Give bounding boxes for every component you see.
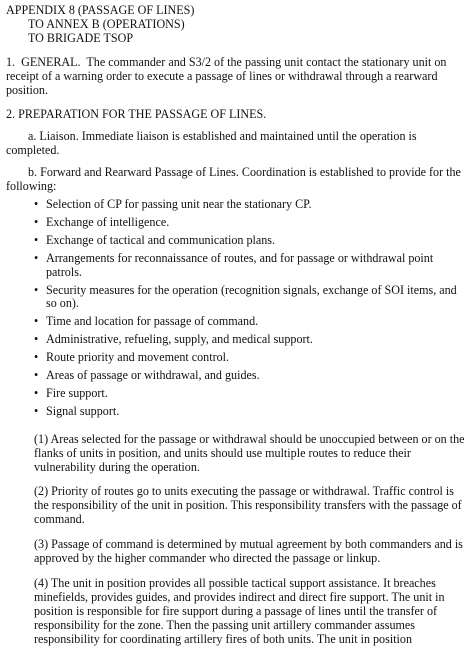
appendix-header [6,4,466,46]
section-1-title: GENERAL. [21,54,81,69]
list-item: • Areas of passage or withdrawal, and guides. [34,368,260,383]
numbered-paragraph-2: (2) Priority of routes go to units executing the passage or withdrawal. Traffic control is the responsibility of the unit in position. This responsibility transfers with the passage of command. [34,484,462,527]
section-1-general [6,56,466,98]
list-item: • Fire support. [34,385,108,400]
list-item: • Administrative, refueling, supply, and medical support. [34,332,313,347]
list-item: • Exchange of intelligence. [34,214,170,229]
list-item: • Time and location for passage of command. [34,314,259,329]
header-line-3: TO BRIGADE TSOP [28,30,134,45]
bullet-icon: • [34,350,39,365]
bullet-icon: • [34,314,39,329]
bullet-icon: • [34,232,39,247]
list-item: • Security measures for the operation (recognition signals, exchange of SOI items, and so on). [34,282,457,311]
list-item: • Arrangements for reconnaissance of routes, and for passage or withdrawal point patrols. [34,250,434,279]
header-line-2: TO ANNEX B (OPERATIONS) [28,16,185,31]
section-2b-coordination: b. Forward and Rearward Passage of Lines. Coordination is established to provide for the following: [6,165,461,194]
header-line-1: APPENDIX 8 (PASSAGE OF LINES) [6,3,195,17]
bullet-icon: • [34,403,39,418]
section-1-text: The commander and S3/2 of the passing unit contact the stationary unit on receipt of a warning order to execute a passage of lines or withdrawal through a rearward position. [6,54,447,97]
list-item: • Signal support. [34,403,120,418]
bullet-icon: • [34,368,39,383]
list-item: • Selection of CP for passing unit near the stationary CP. [34,196,312,211]
bullet-icon: • [34,332,39,347]
list-item: • Exchange of tactical and communication plans. [34,232,276,247]
numbered-paragraph-3: (3) Passage of command is determined by mutual agreement by both commanders and is approved by the higher commander who directed the passage or linkup. [34,537,463,566]
section-2a-liaison: a. Liaison. Immediate liaison is established and maintained until the operation is completed. [6,129,417,158]
bullet-icon: • [34,385,39,400]
section-1-number: 1. [6,54,16,69]
section-2-heading: 2. PREPARATION FOR THE PASSAGE OF LINES. [6,107,267,122]
coordination-bullet-list [6,198,466,419]
bullet-icon: • [34,250,39,265]
bullet-icon: • [34,282,39,297]
list-item: • Route priority and movement control. [34,350,230,365]
bullet-icon: • [34,196,39,211]
numbered-paragraph-4: (4) The unit in position provides all possible tactical support assistance. It breaches minefields, provides guides, and provides indirect and direct fire support. The unit in position is responsible for fire support during a passage of lines until the transfer of responsibility for the zone. Then the passing unit artillery commander assumes responsibility for coordinating artillery fires of both units. The unit in position [34,576,445,646]
numbered-paragraph-1: (1) Areas selected for the passage or withdrawal should be unoccupied between or on the flanks of units in position, and units should use multiple routes to reduce their vulnerability during the operation. [34,431,465,474]
bullet-icon: • [34,214,39,229]
